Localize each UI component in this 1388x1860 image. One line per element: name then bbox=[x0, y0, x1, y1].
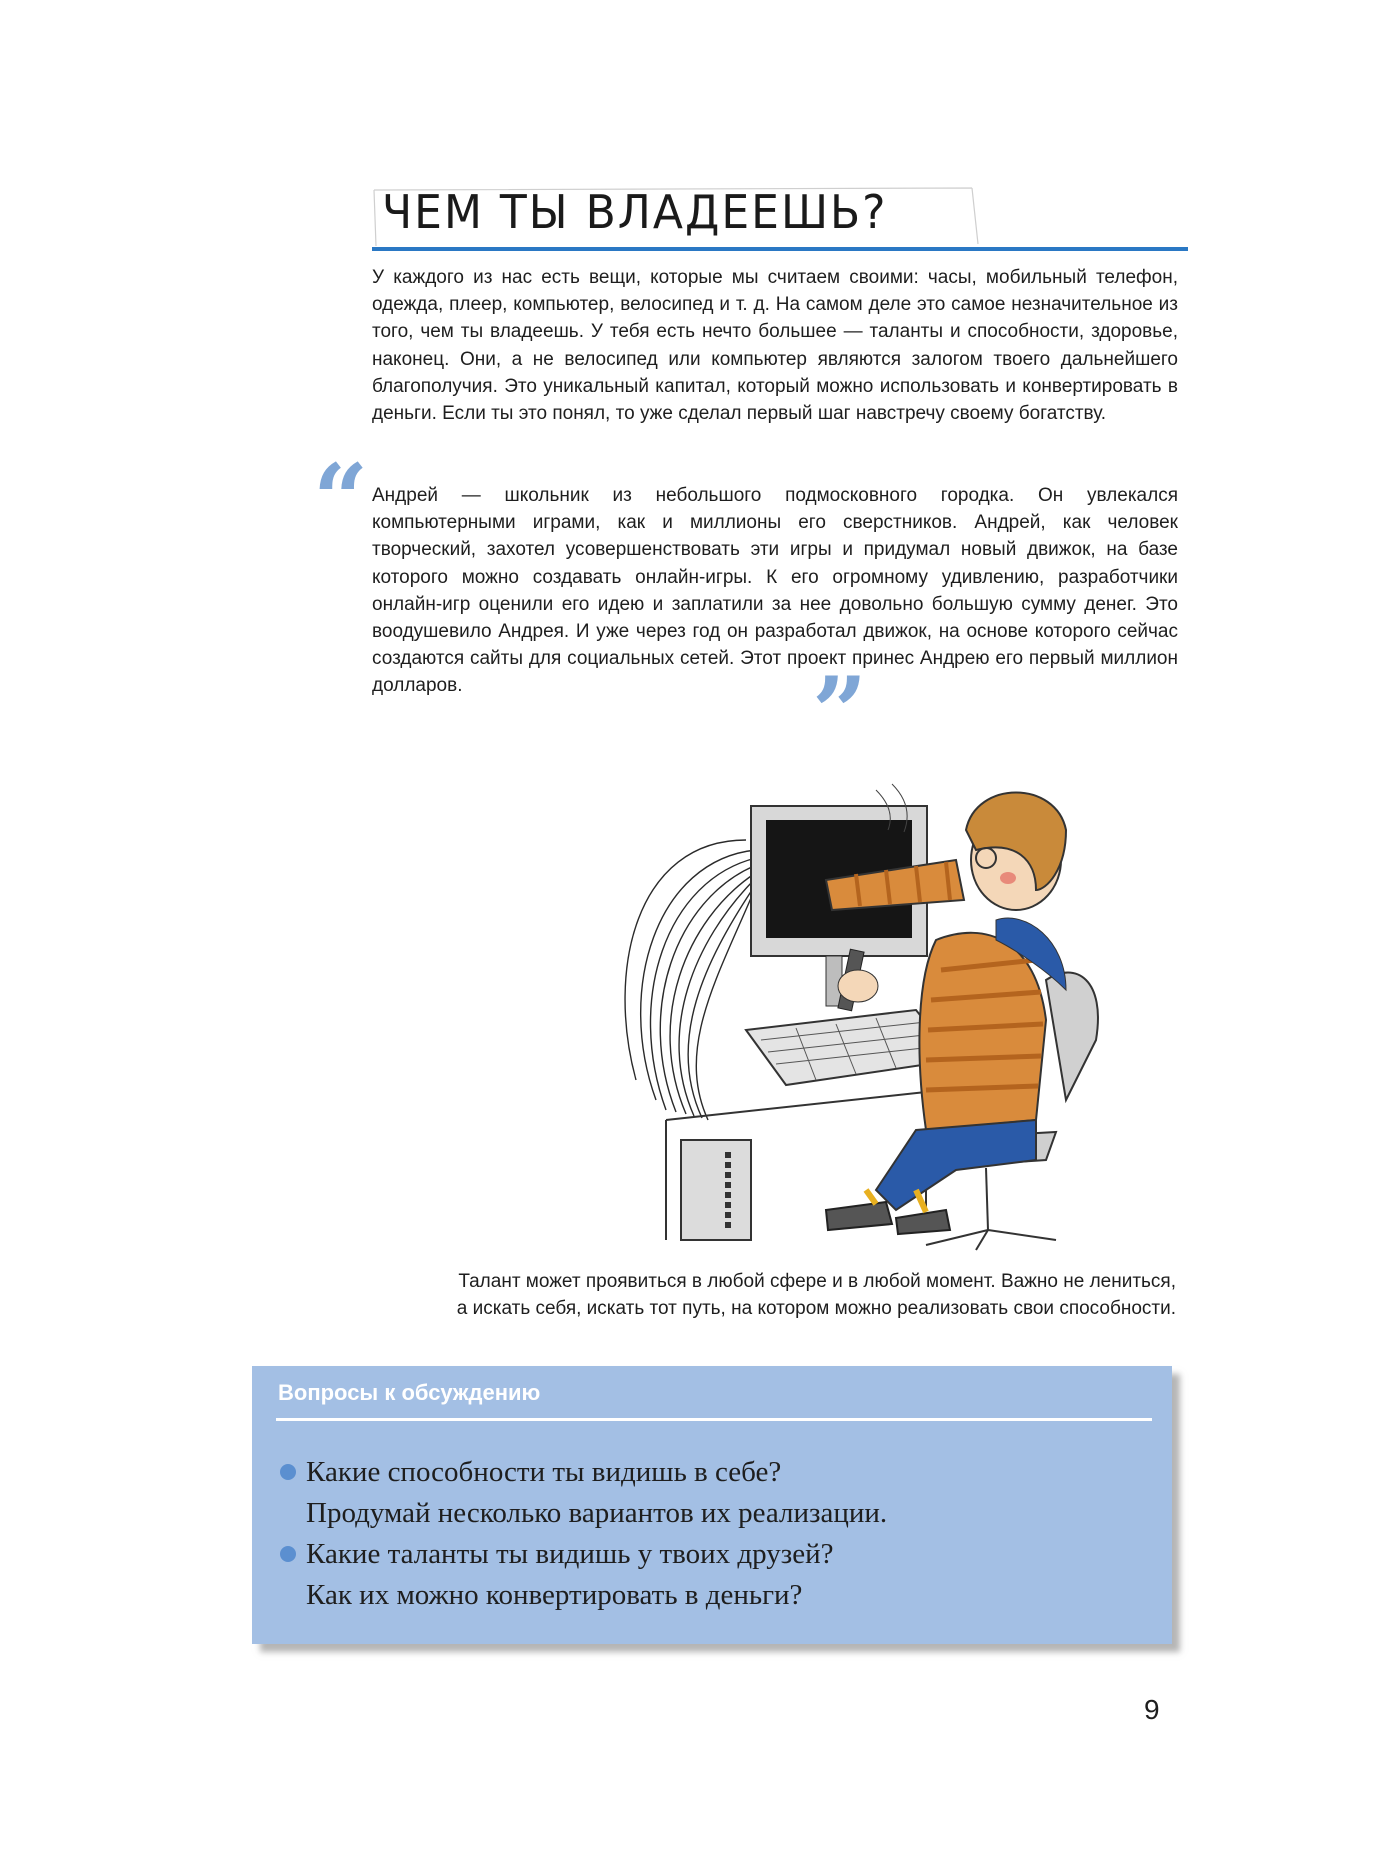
question-1-sub-text: Продумай несколько вариантов их реализации. bbox=[306, 1497, 888, 1529]
page-title: ЧЕМ ТЫ ВЛАДЕЕШЬ? bbox=[382, 186, 888, 240]
title-rule bbox=[372, 247, 1188, 251]
caption-line-1: Талант может проявиться в любой сфере и в любой момент. Важно не лениться, bbox=[458, 1271, 1176, 1292]
boy-at-computer-illustration bbox=[596, 740, 1236, 1260]
question-2-sub bbox=[278, 1575, 1158, 1616]
question-1-text: Какие способности ты видишь в себе? bbox=[306, 1456, 782, 1488]
question-2-text: Какие таланты ты видишь у твоих друзей? bbox=[306, 1538, 834, 1570]
discussion-list bbox=[278, 1452, 1158, 1616]
question-2 bbox=[278, 1534, 1158, 1575]
illustration-caption bbox=[360, 1268, 1176, 1322]
open-quote-mark: “ bbox=[313, 443, 369, 556]
cables-drawing bbox=[625, 840, 756, 1120]
heading-block bbox=[372, 182, 1186, 252]
close-quote-mark: ” bbox=[812, 656, 868, 769]
intro-paragraph: У каждого из нас есть вещи, которые мы считаем своими: часы, мобильный телефон, одежда, плеер, компьютер, велосипед и т. д. На самом деле это самое незначительное из того, чем ты владеешь. У тебя есть нечто большее — таланты и способности, здоровье, наконец. Они, а не велосипед или компьютер являются залогом твоего дальнейшего благополучия. Это уникальный капитал, который можно использовать и конвертировать в деньги. Если ты это понял, то уже сделал первый шаг навстречу своему богатству. bbox=[372, 267, 1178, 425]
discussion-box bbox=[252, 1366, 1172, 1644]
question-2-sub-text: Как их можно конвертировать в деньги? bbox=[306, 1579, 803, 1611]
discussion-rule bbox=[276, 1418, 1152, 1421]
bullet-icon bbox=[280, 1464, 296, 1480]
question-1 bbox=[278, 1452, 1158, 1493]
question-1-sub bbox=[278, 1493, 1158, 1534]
bullet-icon bbox=[280, 1546, 296, 1562]
caption-line-2: а искать себя, искать тот путь, на котором можно реализовать свои способности. bbox=[456, 1298, 1176, 1319]
quote-paragraph: Андрей — школьник из небольшого подмосковного городка. Он увлекался компьютерными играми, как и миллионы его сверстников. Андрей, как человек творческий, захотел усовершенствовать эти игры и придумал новый движок, на базе которого можно создавать онлайн-игры. К его огромному удивлению, разработчики онлайн-игр оценили его идею и заплатили за нее довольно большую сумму денег. Это воодушевило Андрея. И уже через год он разработал движок, на основе которого сейчас создаются сайты для социальных сетей. Этот проект принес Андрею его первый миллион долларов. bbox=[372, 485, 1178, 697]
discussion-title: Вопросы к обсуждению bbox=[278, 1380, 541, 1405]
page-number: 9 bbox=[1144, 1694, 1160, 1725]
pc-tower-drawing bbox=[681, 1140, 751, 1240]
